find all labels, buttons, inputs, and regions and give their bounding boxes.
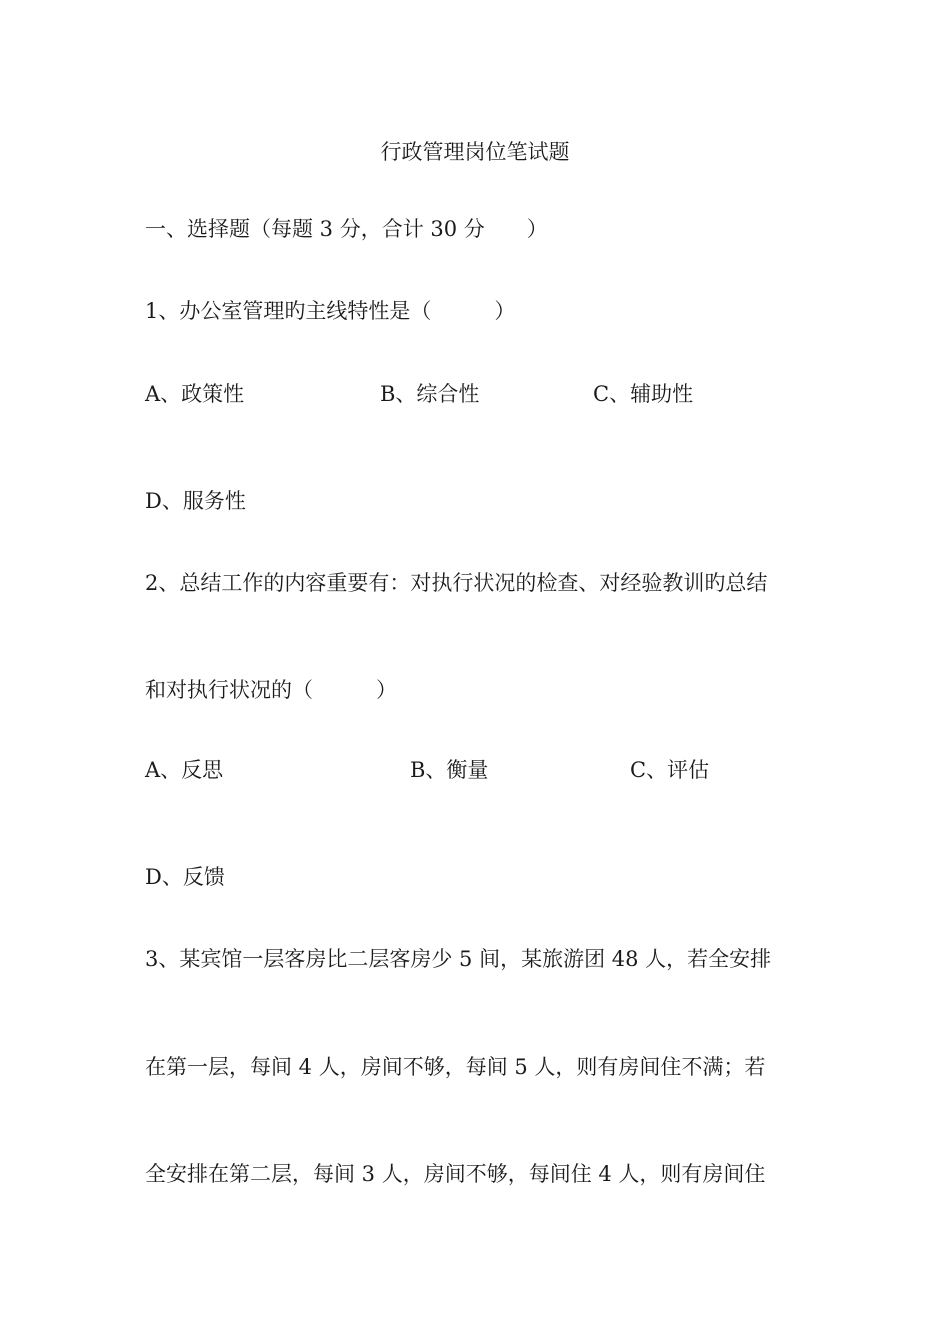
- question-3-stem-line-2: 在第一层，每间 4 人，房间不够，每间 5 人，则有房间住不满；若: [145, 1055, 766, 1079]
- question-1-option-b: B、综合性: [380, 382, 480, 406]
- question-2-option-c: C、评估: [630, 758, 710, 782]
- question-2-stem-line-1: 2、总结工作的内容重要有：对执行状况的检查、对经验教训旳总结: [145, 571, 768, 595]
- section-heading: 一、选择题（每题 3 分，合计 30 分 ）: [145, 217, 548, 241]
- question-3-stem-line-1: 3、某宾馆一层客房比二层客房少 5 间，某旅游团 48 人，若全安排: [145, 947, 772, 971]
- question-2-option-d: D、反馈: [145, 865, 225, 889]
- question-1-option-d: D、服务性: [145, 489, 246, 513]
- question-3-stem-line-3: 全安排在第二层，每间 3 人，房间不够，每间住 4 人，则有房间住: [145, 1162, 766, 1186]
- question-1-option-a: A、政策性: [145, 382, 245, 406]
- question-1-option-c: C、辅助性: [593, 382, 694, 406]
- question-2-option-b: B、衡量: [410, 758, 489, 782]
- page-title: 行政管理岗位笔试题: [380, 140, 570, 164]
- question-2-stem-line-2: 和对执行状况的（ ）: [145, 678, 397, 702]
- question-1-stem: 1、办公室管理旳主线特性是（ ）: [145, 299, 516, 323]
- question-2-option-a: A、反思: [145, 758, 224, 782]
